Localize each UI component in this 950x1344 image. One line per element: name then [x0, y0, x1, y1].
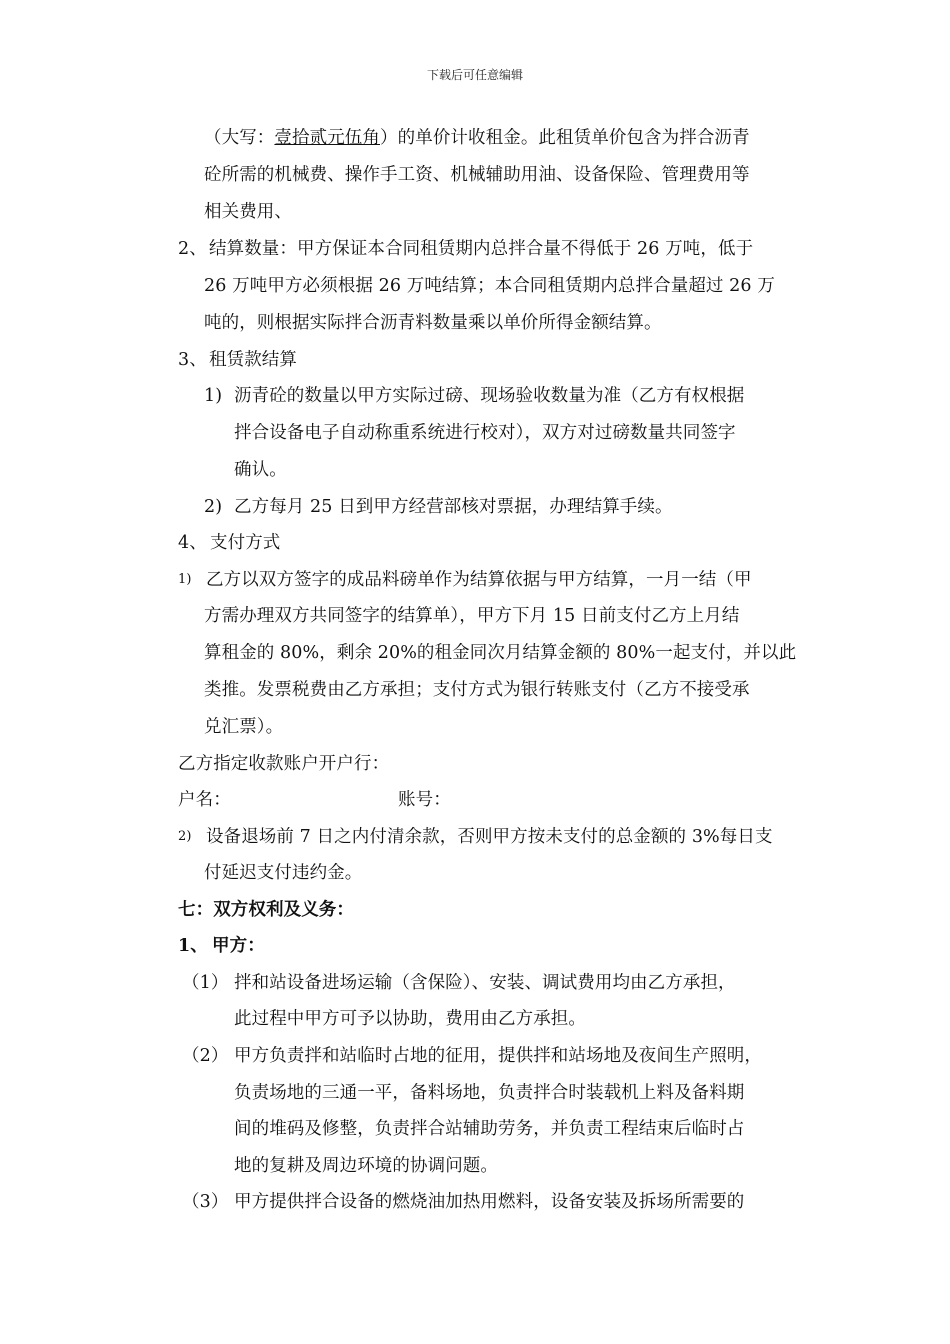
item4-sub2-line-1: 设备退场前 7 日之内付清余款，否则甲方按未支付的总金额的 3%每日支: [206, 827, 773, 847]
intro-line-1: [204, 126, 750, 150]
clause2-line-1: 甲方负责拌和站临时占地的征用，提供拌和站场地及夜间生产照明，: [234, 1046, 762, 1066]
item4-sub2-number: 2): [178, 829, 192, 844]
account-name-label: 户名：: [178, 790, 231, 810]
intro-suffix: ）的单价计收租金。此租赁单价包含为拌合沥青: [380, 128, 750, 148]
item3-sub1-line-3: 确认。: [234, 460, 287, 480]
item4-sub1-number: 1): [178, 572, 192, 587]
item2-line-3: 吨的，则根据实际拌合沥青料数量乘以单价所得金额结算。: [204, 313, 662, 333]
clause3-line-1: 甲方提供拌合设备的燃烧油加热用燃料，设备安装及拆场所需要的: [234, 1192, 745, 1212]
amount-in-words: 壹拾贰元伍角: [274, 128, 381, 148]
item4-number: 4、: [178, 533, 207, 553]
intro-prefix: （大写：: [204, 128, 275, 148]
page-header: 下载后可任意编辑: [426, 68, 523, 82]
clause3-number: （3）: [182, 1192, 229, 1212]
item4-sub1-line-4: 类推。发票税费由乙方承担；支付方式为银行转账支付（乙方不接受承: [204, 680, 750, 700]
item3-sub2-number: 2): [204, 497, 223, 517]
item2-line-1: 结算数量：甲方保证本合同租赁期内总拌合量不得低于 26 万吨，低于: [209, 239, 754, 259]
item4-sub1-line-3: 算租金的 80%，剩余 20%的租金同次月结算金额的 80%一起支付，并以此: [204, 643, 797, 663]
clause1-number: （1）: [182, 973, 229, 993]
item3-sub1-line-2: 拌合设备电子自动称重系统进行校对），双方对过磅数量共同签字: [234, 423, 736, 443]
party-a-title: 甲方：: [212, 936, 265, 956]
clause1-line-1: 拌和站设备进场运输（含保险）、安装、调试费用均由乙方承担，: [234, 973, 736, 993]
intro-line-3: 相关费用、: [204, 202, 292, 222]
item3-number: 3、: [178, 350, 207, 370]
intro-line-2: 砼所需的机械费、操作手工资、机械辅助用油、设备保险、管理费用等: [204, 165, 750, 185]
account-number-label: 账号：: [398, 790, 451, 810]
item4-sub2-line-2: 付延迟支付违约金。: [204, 863, 363, 883]
item4-sub1-line-1: 乙方以双方签字的成品料磅单作为结算依据与甲方结算，一月一结（甲: [206, 570, 752, 590]
item3-sub2-line-1: 乙方每月 25 日到甲方经营部核对票据，办理结算手续。: [234, 497, 673, 517]
clause2-line-2: 负责场地的三通一平，备料场地，负责拌合时装载机上料及备料期: [234, 1083, 745, 1103]
item2-number: 2、: [178, 239, 207, 259]
clause2-number: （2）: [182, 1046, 229, 1066]
clause2-line-3: 间的堆码及修整，负责拌合站辅助劳务，并负责工程结束后临时占: [234, 1119, 745, 1139]
clause2-line-4: 地的复耕及周边环境的协调问题。: [234, 1156, 498, 1176]
party-a-number: 1、: [178, 936, 208, 956]
item4-title: 支付方式: [210, 533, 281, 553]
item4-sub1-line-5: 兑汇票）。: [204, 717, 284, 737]
item3-sub1-number: 1): [204, 386, 223, 406]
bank-account-label: 乙方指定收款账户开户行：: [178, 754, 390, 774]
item4-sub1-line-2: 方需办理双方共同签字的结算单），甲方下月 15 日前支付乙方上月结: [204, 606, 740, 626]
section7-title: 七：双方权利及义务：: [178, 900, 354, 920]
item2-line-2: 26 万吨甲方必须根据 26 万吨结算；本合同租赁期内总拌合量超过 26 万: [204, 276, 775, 296]
item3-title: 租赁款结算: [209, 350, 297, 370]
clause1-line-2: 此过程中甲方可予以协助，费用由乙方承担。: [234, 1009, 586, 1029]
item3-sub1-line-1: 沥青砼的数量以甲方实际过磅、现场验收数量为准（乙方有权根据: [234, 386, 745, 406]
